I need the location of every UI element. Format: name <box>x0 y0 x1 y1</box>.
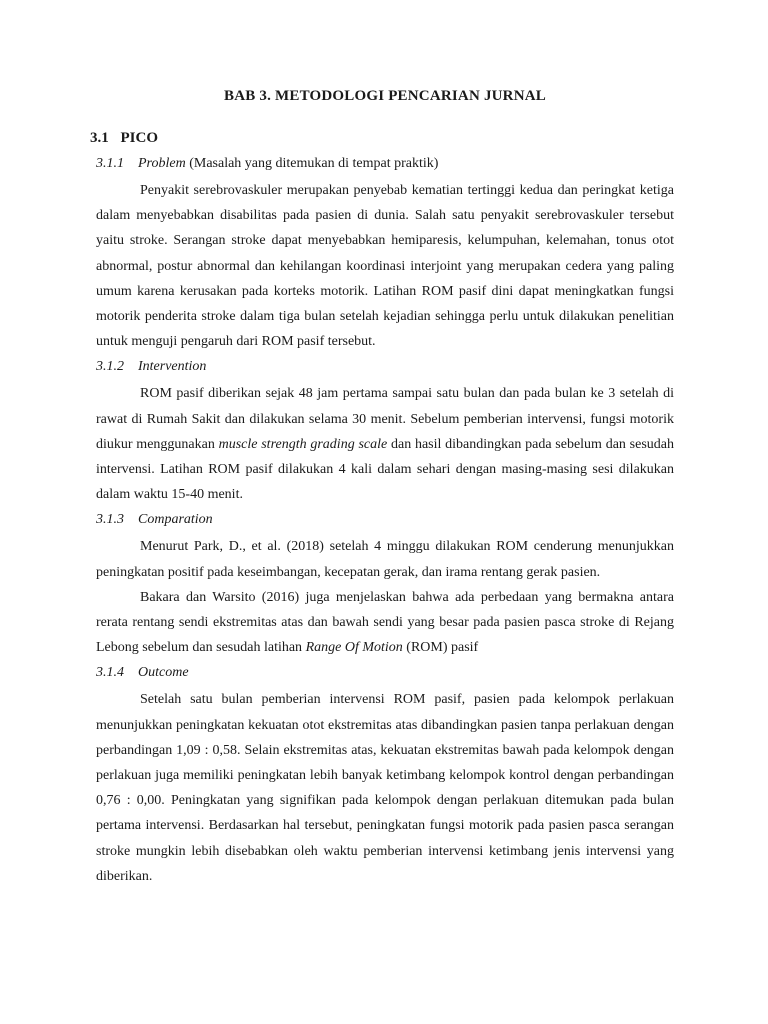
subheading-comparation <box>96 508 674 532</box>
subsection-term: Comparation <box>138 512 213 528</box>
section-number: 3.1 <box>90 130 109 146</box>
comparation-paragraph-1: Menurut Park, D., et al. (2018) setelah 4 minggu dilakukan ROM cenderung menunjukkan peningkatan positif pada keseimbangan, kecepatan gerak, dan irama rentang gerak pasien. <box>96 539 674 580</box>
subsection-term: Intervention <box>138 359 207 375</box>
subheading-outcome <box>96 661 674 685</box>
outcome-paragraph: Setelah satu bulan pemberian intervensi ROM pasif, pasien pada kelompok perlakuan menunjukkan peningkatan kekuatan otot ekstremitas atas dibandingkan pasien tanpa perlakuan dengan perbandingan 1,09 : 0,58. Selain ekstremitas atas, kekuatan ekstremitas bawah pada kelompok dengan perlakuan juga memiliki peningkatan lebih banyak ketimbang kelompok kontrol dengan perbandingan 0,76 : 0,00. Peningkatan yang signifikan pada kelompok dengan perlakuan ditemukan pada bulan pertama intervensi. Berdasarkan hal tersebut, peningkatan fungsi motorik pada pasien pasca serangan stroke mungkin lebih disebabkan oleh waktu pemberian intervensi ketimbang jenis intervensi yang diberikan. <box>96 692 674 884</box>
subsection-note: (Masalah yang ditemukan di tempat praktik) <box>185 156 439 171</box>
subsection-term: Outcome <box>138 665 189 681</box>
intervention-text-2: dan hasil dibandingkan pada sebelum dan sesudah intervensi. Latihan ROM pasif dilakukan 4 kali dalam sehari dengan masing-masing sesi dilakukan dalam waktu 15-40 menit. <box>96 436 674 503</box>
subsection-term: Problem <box>138 156 186 171</box>
subsection-intervention <box>96 355 674 507</box>
subheading-problem <box>96 152 674 176</box>
subsection-number: 3.1.3 <box>96 512 124 528</box>
problem-paragraph: Penyakit serebrovaskuler merupakan penyebab kematian tertinggi kedua dan peringkat ketiga dalam menyebabkan disabilitas pada pasien di dunia. Salah satu penyakit serebrovaskuler tersebut yaitu stroke. Serangan stroke dapat menyebabkan hemiparesis, kelumpuhan, kelemahan, tonus otot abnormal, postur abnormal dan kehilangan koordinasi interjoint yang merupakan cedera yang paling umum karena kerusakan pada korteks motorik. Latihan ROM pasif dini dapat meningkatkan fungsi motorik penderita stroke dalam tiga bulan setelah kejadian sehingga perlu untuk dilakukan penelitian untuk menguji pengaruh dari ROM pasif tersebut. <box>96 183 674 350</box>
subsection-problem <box>96 152 674 354</box>
chapter-title: BAB 3. METODOLOGI PENCARIAN JURNAL <box>224 88 546 104</box>
comparation-paragraph-2 <box>96 585 674 661</box>
subheading-intervention <box>96 355 674 379</box>
intervention-text-1: ROM pasif diberikan sejak 48 jam pertama sampai satu bulan dan pada bulan ke 3 setelah di rawat di Rumah Sakit dan dilakukan selama 30 menit. Sebelum pemberian intervensi, fungsi motorik diukur menggunakan <box>96 386 674 452</box>
subsection-number: 3.1.4 <box>96 665 124 681</box>
document-page <box>90 84 674 890</box>
subsection-outcome <box>96 661 674 889</box>
comparation-text-1: Bakara dan Warsito (2016) juga menjelaskan bahwa ada perbedaan yang bermakna antara rerata rentang sendi ekstremitas atas dan bawah sendi yang besar pada pasien pasca stroke di Rejang Lebong sebelum dan sesudah latihan <box>96 589 674 656</box>
section-title: PICO <box>120 130 158 146</box>
subsection-number: 3.1.2 <box>96 359 124 375</box>
subsection-comparation <box>96 508 674 660</box>
subsection-number: 3.1.1 <box>96 156 124 171</box>
comparation-text-2: (ROM) pasif <box>402 640 479 656</box>
comparation-italic-term: Range Of Motion <box>305 640 403 656</box>
section-heading-pico <box>90 126 674 150</box>
intervention-italic-term: muscle strength grading scale <box>218 436 388 452</box>
intervention-paragraph <box>96 381 674 507</box>
